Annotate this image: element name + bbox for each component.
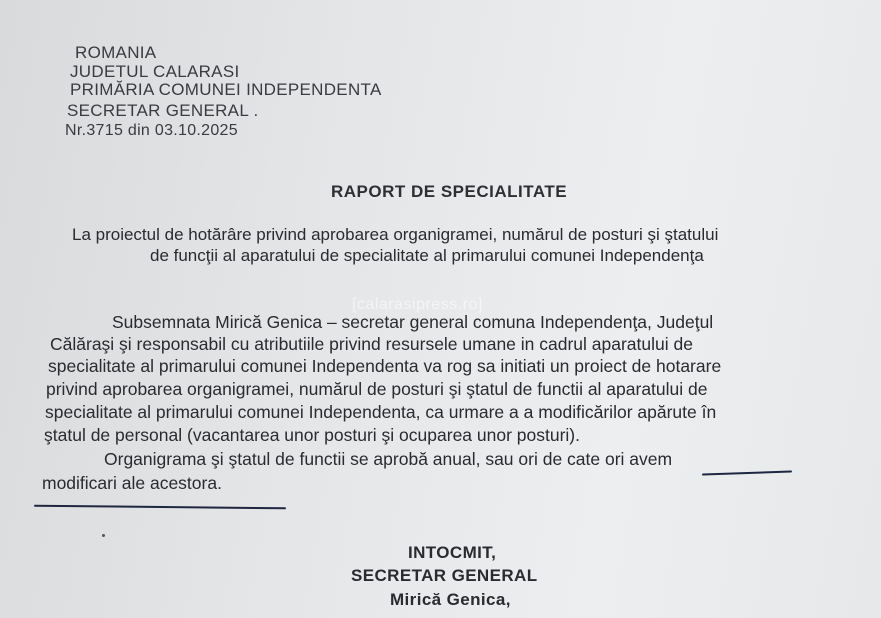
header-reference: Nr.3715 din 03.10.2025 — [65, 122, 238, 139]
header-townhall: PRIMĂRIA COMUNEI INDEPENDENTA — [70, 80, 382, 99]
header-office: SECRETAR GENERAL . — [67, 101, 259, 120]
pen-underline-modificari — [34, 505, 286, 510]
body-p1-line-4: privind aprobarea organigramei, numărul de posturi şi ştatul de functii al aparatului de — [46, 379, 708, 399]
watermark: [calarasipress.ro] — [352, 296, 483, 313]
header-county: JUDETUL CALARASI — [70, 62, 240, 81]
signature-name: Mirică Genica, — [390, 590, 511, 609]
body-p2-line-1: Organigrama şi ştatul de functii se aprobă anual, sau ori de cate ori avem — [104, 449, 673, 469]
signature-role: SECRETAR GENERAL — [351, 566, 538, 585]
body-p1-line-2: Călăraşi şi responsabil cu atributiile privind resursele umane in cadrul aparatului de — [50, 334, 693, 354]
header-country: ROMANIA — [75, 43, 157, 62]
body-p1-line-5: specialitate al primarului comunei Independenta, ca urmare a a modificărilor apărute în — [45, 402, 717, 422]
body-p1-line-1: Subsemnata Mirică Genica – secretar general comuna Independenţa, Judeţul — [112, 312, 714, 332]
pen-underline-avem — [702, 470, 792, 475]
body-p1-line-3: specialitate al primarului comunei Independenta va rog sa initiati un proiect de hotarare — [48, 356, 722, 376]
body-p2-line-2: modificari ale acestora. — [42, 473, 222, 493]
subject-line-1: La proiectul de hotărâre privind aprobarea organigramei, numărul de posturi şi ştatului — [72, 225, 719, 244]
document-title: RAPORT DE SPECIALITATE — [331, 182, 568, 201]
subject-line-2: de funcţii al aparatului de specialitate al primarului comunei Independenţa — [150, 246, 704, 265]
body-p1-line-6: ştatul de personal (vacantarea unor posturi şi ocuparea unor posturi). — [44, 425, 580, 445]
signature-label: INTOCMIT, — [408, 543, 497, 562]
ink-dot — [102, 534, 105, 537]
